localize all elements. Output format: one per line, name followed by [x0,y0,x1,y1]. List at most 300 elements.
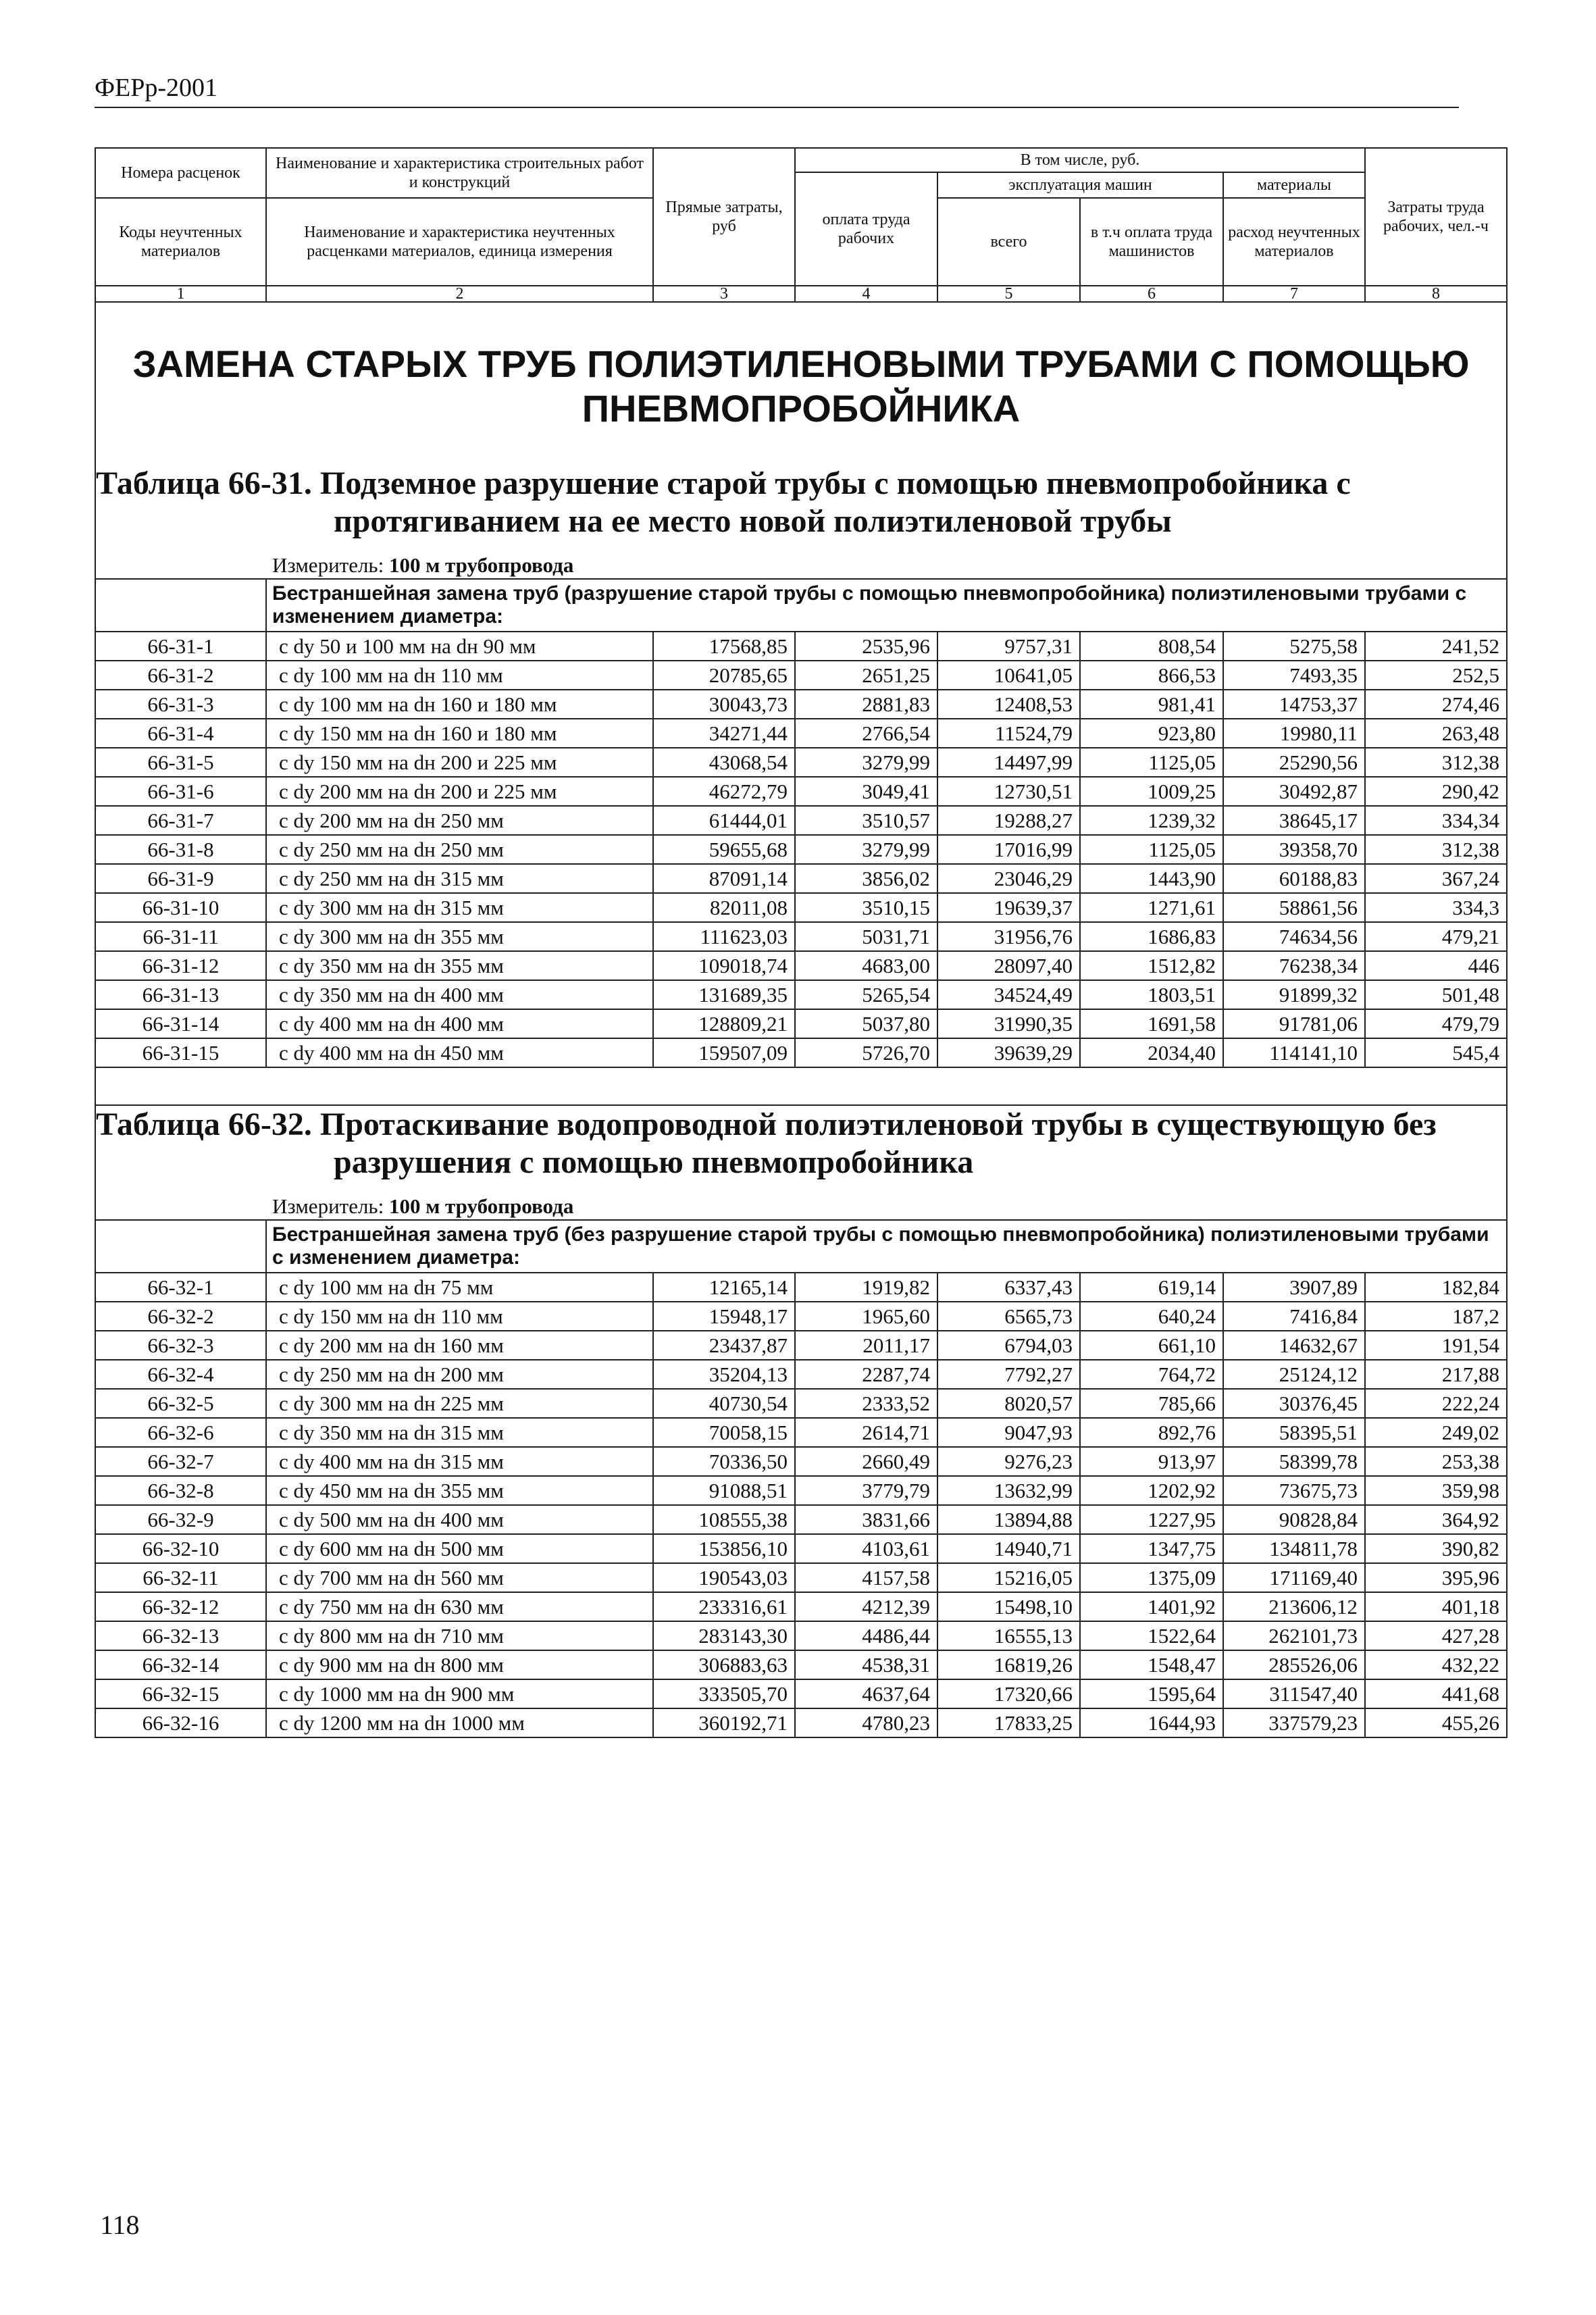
labor-hours: 263,48 [1365,719,1507,748]
rate-code: 66-31-15 [95,1038,266,1067]
page-number: 118 [100,2210,140,2240]
labor-pay: 1965,60 [795,1302,937,1331]
direct-costs: 87091,14 [653,864,795,893]
section-title: ЗАМЕНА СТАРЫХ ТРУБ ПОЛИЭТИЛЕНОВЫМИ ТРУБАМИ С ПОМОЩЬЮ ПНЕВМОПРОБОЙНИКА [132,342,1470,430]
material-consumption: 337579,23 [1223,1708,1365,1737]
rate-code: 66-31-9 [95,864,266,893]
material-consumption: 14753,37 [1223,690,1365,719]
labor-pay: 3779,79 [795,1476,937,1505]
rate-name: с dy 200 мм на dн 200 и 225 мм [266,777,653,806]
group-spacer [95,579,266,632]
page-header [95,73,1459,108]
table-row [95,1009,1507,1038]
machines-total: 10641,05 [937,661,1080,690]
material-consumption: 7416,84 [1223,1302,1365,1331]
rate-name: с dy 100 мм на dн 160 и 180 мм [266,690,653,719]
material-consumption: 76238,34 [1223,951,1365,980]
direct-costs: 109018,74 [653,951,795,980]
material-consumption: 25124,12 [1223,1360,1365,1389]
machines-total: 17016,99 [937,835,1080,864]
direct-costs: 153856,10 [653,1534,795,1563]
table-row [95,1621,1507,1650]
material-consumption: 73675,73 [1223,1476,1365,1505]
rate-name: с dy 250 мм на dн 315 мм [266,864,653,893]
section-block [95,302,1507,579]
table-title [96,1106,1506,1181]
rate-name: с dy 500 мм на dн 400 мм [266,1505,653,1534]
rate-name: с dy 1000 мм на dн 900 мм [266,1679,653,1708]
material-consumption: 60188,83 [1223,864,1365,893]
table-row [95,1418,1507,1447]
labor-pay: 3510,57 [795,806,937,835]
labor-pay: 2766,54 [795,719,937,748]
machinist-pay: 1803,51 [1080,980,1223,1009]
machinist-pay: 1009,25 [1080,777,1223,806]
head-material-name: Наименование и характеристика неучтенных расценками материалов, единица измерения [266,198,653,286]
rate-code: 66-32-10 [95,1534,266,1563]
table-title-rest: разрушения с помощью пневмопробойника [334,1144,974,1180]
doc-code: ФЕРр-2001 [95,74,218,102]
table-row [95,922,1507,951]
material-consumption: 19980,11 [1223,719,1365,748]
measure-line [96,553,1506,578]
machinist-pay: 1522,64 [1080,1621,1223,1650]
rate-code: 66-32-3 [95,1331,266,1360]
table-row [95,835,1507,864]
table-row [95,661,1507,690]
labor-pay: 2881,83 [795,690,937,719]
col-number: 4 [795,286,937,302]
machines-total: 15498,10 [937,1592,1080,1621]
direct-costs: 128809,21 [653,1009,795,1038]
machinist-pay: 1443,90 [1080,864,1223,893]
head-work-name: Наименование и характеристика строительных работ и конструкций [266,148,653,198]
labor-hours: 312,38 [1365,748,1507,777]
machines-total: 6794,03 [937,1331,1080,1360]
measure-label: Измеритель: [272,553,384,577]
table-row [95,1038,1507,1067]
rate-code: 66-31-3 [95,690,266,719]
machines-total: 17320,66 [937,1679,1080,1708]
direct-costs: 61444,01 [653,806,795,835]
machinist-pay: 1125,05 [1080,748,1223,777]
labor-hours: 441,68 [1365,1679,1507,1708]
machinist-pay: 1271,61 [1080,893,1223,922]
direct-costs: 190543,03 [653,1563,795,1592]
labor-hours: 479,21 [1365,922,1507,951]
direct-costs: 46272,79 [653,777,795,806]
labor-pay: 2535,96 [795,632,937,661]
table-row [95,1447,1507,1476]
head-labor-costs: Затраты труда рабочих, чел.-ч [1365,148,1507,286]
machinist-pay: 764,72 [1080,1360,1223,1389]
material-consumption: 14632,67 [1223,1331,1365,1360]
machines-total: 19639,37 [937,893,1080,922]
between-tables [95,1067,1507,1105]
head-in-total: В том числе, руб. [795,148,1365,172]
labor-hours: 427,28 [1365,1621,1507,1650]
labor-hours: 359,98 [1365,1476,1507,1505]
col-number: 5 [937,286,1080,302]
labor-hours: 334,3 [1365,893,1507,922]
rate-code: 66-31-11 [95,922,266,951]
rate-code: 66-32-15 [95,1679,266,1708]
material-consumption: 58399,78 [1223,1447,1365,1476]
table-row [95,1563,1507,1592]
rate-name: с dy 400 мм на dн 450 мм [266,1038,653,1067]
machinist-pay: 808,54 [1080,632,1223,661]
machinist-pay: 866,53 [1080,661,1223,690]
direct-costs: 70336,50 [653,1447,795,1476]
col-number: 8 [1365,286,1507,302]
measure-value: 100 м трубопровода [388,553,574,577]
rate-code: 66-32-4 [95,1360,266,1389]
table-row [95,748,1507,777]
machines-total: 11524,79 [937,719,1080,748]
rate-code: 66-31-1 [95,632,266,661]
table-row [95,1389,1507,1418]
machines-total: 15216,05 [937,1563,1080,1592]
table-row [95,1708,1507,1737]
labor-hours: 432,22 [1365,1650,1507,1679]
material-consumption: 7493,35 [1223,661,1365,690]
rate-name: с dy 400 мм на dн 400 мм [266,1009,653,1038]
table-head [95,148,1507,302]
direct-costs: 17568,85 [653,632,795,661]
table-title-rest: протягиванием на ее место новой полиэтиленовой трубы [334,503,1172,539]
rate-code: 66-32-14 [95,1650,266,1679]
machines-total: 14497,99 [937,748,1080,777]
rate-name: с dy 600 мм на dн 500 мм [266,1534,653,1563]
machines-total: 13632,99 [937,1476,1080,1505]
rate-name: с dy 800 мм на dн 710 мм [266,1621,653,1650]
labor-pay: 5265,54 [795,980,937,1009]
material-consumption: 5275,58 [1223,632,1365,661]
rates-table [95,147,1508,1738]
rate-name: с dy 300 мм на dн 315 мм [266,893,653,922]
labor-pay: 3279,99 [795,835,937,864]
rate-code: 66-32-2 [95,1302,266,1331]
head-rate-numbers: Номера расценок [95,148,266,198]
direct-costs: 131689,35 [653,980,795,1009]
labor-pay: 5031,71 [795,922,937,951]
direct-costs: 360192,71 [653,1708,795,1737]
labor-hours: 241,52 [1365,632,1507,661]
labor-pay: 5037,80 [795,1009,937,1038]
table-row [95,1650,1507,1679]
machinist-pay: 785,66 [1080,1389,1223,1418]
machinist-pay: 1644,93 [1080,1708,1223,1737]
direct-costs: 59655,68 [653,835,795,864]
labor-hours: 545,4 [1365,1038,1507,1067]
labor-hours: 182,84 [1365,1273,1507,1302]
labor-hours: 191,54 [1365,1331,1507,1360]
rate-code: 66-31-2 [95,661,266,690]
machinist-pay: 1347,75 [1080,1534,1223,1563]
labor-hours: 401,18 [1365,1592,1507,1621]
table-row [95,690,1507,719]
machinist-pay: 1375,09 [1080,1563,1223,1592]
rate-name: с dy 750 мм на dн 630 мм [266,1592,653,1621]
material-consumption: 311547,40 [1223,1679,1365,1708]
direct-costs: 15948,17 [653,1302,795,1331]
material-consumption: 30376,45 [1223,1389,1365,1418]
rate-code: 66-32-12 [95,1592,266,1621]
machinist-pay: 1691,58 [1080,1009,1223,1038]
direct-costs: 233316,61 [653,1592,795,1621]
material-consumption: 91899,32 [1223,980,1365,1009]
machines-total: 13894,88 [937,1505,1080,1534]
machines-total: 39639,29 [937,1038,1080,1067]
material-consumption: 262101,73 [1223,1621,1365,1650]
table-row [95,1360,1507,1389]
machines-total: 17833,25 [937,1708,1080,1737]
column-numbers-row [95,286,1507,302]
labor-pay: 4212,39 [795,1592,937,1621]
rate-name: с dy 900 мм на dн 800 мм [266,1650,653,1679]
labor-hours: 501,48 [1365,980,1507,1009]
labor-pay: 3510,15 [795,893,937,922]
direct-costs: 23437,87 [653,1331,795,1360]
labor-hours: 395,96 [1365,1563,1507,1592]
machinist-pay: 1686,83 [1080,922,1223,951]
table-row [95,1679,1507,1708]
col-number: 3 [653,286,795,302]
labor-pay: 4486,44 [795,1621,937,1650]
material-consumption: 25290,56 [1223,748,1365,777]
table-row [95,864,1507,893]
rate-name: с dy 450 мм на dн 355 мм [266,1476,653,1505]
machines-total: 9276,23 [937,1447,1080,1476]
machines-total: 31956,76 [937,922,1080,951]
labor-pay: 4683,00 [795,951,937,980]
labor-hours: 217,88 [1365,1360,1507,1389]
rate-code: 66-32-16 [95,1708,266,1737]
rate-name: с dy 100 мм на dн 110 мм [266,661,653,690]
head-machines-total: всего [937,198,1080,286]
labor-hours: 390,82 [1365,1534,1507,1563]
rate-name: с dy 150 мм на dн 200 и 225 мм [266,748,653,777]
head-direct-costs: Прямые затраты, руб [653,148,795,286]
material-consumption: 38645,17 [1223,806,1365,835]
machines-total: 9757,31 [937,632,1080,661]
table-row [95,1505,1507,1534]
rate-name: с dy 300 мм на dн 225 мм [266,1389,653,1418]
table-row [95,777,1507,806]
direct-costs: 306883,63 [653,1650,795,1679]
gap [95,1067,1507,1105]
labor-pay: 4637,64 [795,1679,937,1708]
material-consumption: 58395,51 [1223,1418,1365,1447]
labor-pay: 1919,82 [795,1273,937,1302]
head-material-consumption: расход неучтенных материалов [1223,198,1365,286]
direct-costs: 20785,65 [653,661,795,690]
rate-name: с dy 700 мм на dн 560 мм [266,1563,653,1592]
labor-pay: 2614,71 [795,1418,937,1447]
machinist-pay: 981,41 [1080,690,1223,719]
labor-pay: 4538,31 [795,1650,937,1679]
machinist-pay: 1227,95 [1080,1505,1223,1534]
measure-value: 100 м трубопровода [388,1194,574,1218]
machines-total: 12730,51 [937,777,1080,806]
direct-costs: 34271,44 [653,719,795,748]
table-66-31 [95,302,1507,1067]
machinist-pay: 661,10 [1080,1331,1223,1360]
labor-hours: 290,42 [1365,777,1507,806]
direct-costs: 70058,15 [653,1418,795,1447]
labor-hours: 479,79 [1365,1009,1507,1038]
table-row [95,951,1507,980]
col-number: 7 [1223,286,1365,302]
labor-pay: 2287,74 [795,1360,937,1389]
labor-pay: 2011,17 [795,1331,937,1360]
rate-name: с dy 300 мм на dн 355 мм [266,922,653,951]
rate-code: 66-32-8 [95,1476,266,1505]
labor-hours: 222,24 [1365,1389,1507,1418]
labor-hours: 274,46 [1365,690,1507,719]
material-consumption: 91781,06 [1223,1009,1365,1038]
labor-pay: 2660,49 [795,1447,937,1476]
direct-costs: 82011,08 [653,893,795,922]
direct-costs: 12165,14 [653,1273,795,1302]
rate-code: 66-31-5 [95,748,266,777]
machines-total: 6337,43 [937,1273,1080,1302]
direct-costs: 111623,03 [653,922,795,951]
rate-code: 66-31-14 [95,1009,266,1038]
machinist-pay: 619,14 [1080,1273,1223,1302]
rate-name: с dy 250 мм на dн 200 мм [266,1360,653,1389]
head-machines: эксплуатация машин [937,172,1223,198]
labor-pay: 4780,23 [795,1708,937,1737]
rate-name: с dy 350 мм на dн 400 мм [266,980,653,1009]
direct-costs: 35204,13 [653,1360,795,1389]
machines-total: 14940,71 [937,1534,1080,1563]
table-row [95,719,1507,748]
machines-total: 7792,27 [937,1360,1080,1389]
table-title [96,465,1506,540]
rate-name: с dy 50 и 100 мм на dн 90 мм [266,632,653,661]
table-title-lead: Таблица 66-31. Подземное разрушение старой трубы с помощью пневмопробойника с [96,465,1351,501]
group-heading: Бестраншейная замена труб (разрушение старой трубы с помощью пневмопробойника) полиэтиленовыми трубами с изменением диаметра: [266,579,1507,632]
machines-total: 8020,57 [937,1389,1080,1418]
rate-name: с dy 200 мм на dн 250 мм [266,806,653,835]
rate-code: 66-31-8 [95,835,266,864]
machines-total: 16555,13 [937,1621,1080,1650]
table-row [95,1302,1507,1331]
material-consumption: 213606,12 [1223,1592,1365,1621]
labor-hours: 249,02 [1365,1418,1507,1447]
material-consumption: 39358,70 [1223,835,1365,864]
rate-code: 66-31-12 [95,951,266,980]
material-consumption: 30492,87 [1223,777,1365,806]
table-row [95,1476,1507,1505]
machines-total: 23046,29 [937,864,1080,893]
material-consumption: 58861,56 [1223,893,1365,922]
labor-pay: 3831,66 [795,1505,937,1534]
table-row [95,980,1507,1009]
machinist-pay: 2034,40 [1080,1038,1223,1067]
material-consumption: 171169,40 [1223,1563,1365,1592]
direct-costs: 283143,30 [653,1621,795,1650]
rate-name: с dy 150 мм на dн 110 мм [266,1302,653,1331]
col-number: 1 [95,286,266,302]
table-row [95,1331,1507,1360]
material-consumption: 74634,56 [1223,922,1365,951]
machinist-pay: 892,76 [1080,1418,1223,1447]
direct-costs: 333505,70 [653,1679,795,1708]
table-row [95,632,1507,661]
material-consumption: 90828,84 [1223,1505,1365,1534]
rate-code: 66-32-11 [95,1563,266,1592]
labor-pay: 3856,02 [795,864,937,893]
table-row [95,893,1507,922]
rate-code: 66-32-7 [95,1447,266,1476]
machinist-pay: 923,80 [1080,719,1223,748]
rate-name: с dy 200 мм на dн 160 мм [266,1331,653,1360]
group-heading: Бестраншейная замена труб (без разрушение старой трубы с помощью пневмопробойника) полиэтиленовыми трубами с изменением диаметра: [266,1220,1507,1273]
machines-total: 19288,27 [937,806,1080,835]
labor-hours: 364,92 [1365,1505,1507,1534]
rate-name: с dy 250 мм на dн 250 мм [266,835,653,864]
rate-name: с dy 1200 мм на dн 1000 мм [266,1708,653,1737]
labor-hours: 446 [1365,951,1507,980]
machinist-pay: 1125,05 [1080,835,1223,864]
section-block [95,1105,1507,1220]
labor-hours: 253,38 [1365,1447,1507,1476]
rate-code: 66-32-1 [95,1273,266,1302]
direct-costs: 30043,73 [653,690,795,719]
material-consumption: 3907,89 [1223,1273,1365,1302]
labor-pay: 3049,41 [795,777,937,806]
rate-code: 66-32-9 [95,1505,266,1534]
col-number: 2 [266,286,653,302]
col-number: 6 [1080,286,1223,302]
table-row [95,1273,1507,1302]
rate-code: 66-31-10 [95,893,266,922]
table-title-lead: Таблица 66-32. Протаскивание водопроводной полиэтиленовой трубы в существующую без [96,1106,1437,1142]
rate-code: 66-31-4 [95,719,266,748]
labor-hours: 252,5 [1365,661,1507,690]
labor-pay: 5726,70 [795,1038,937,1067]
rate-code: 66-31-7 [95,806,266,835]
machinist-pay: 1595,64 [1080,1679,1223,1708]
labor-hours: 334,34 [1365,806,1507,835]
direct-costs: 159507,09 [653,1038,795,1067]
labor-hours: 455,26 [1365,1708,1507,1737]
machinist-pay: 1239,32 [1080,806,1223,835]
labor-hours: 367,24 [1365,864,1507,893]
table-row [95,806,1507,835]
rate-code: 66-31-13 [95,980,266,1009]
head-labor-pay: оплата труда рабочих [795,172,937,286]
rate-code: 66-31-6 [95,777,266,806]
head-material-codes: Коды неучтенных материалов [95,198,266,286]
rate-code: 66-32-6 [95,1418,266,1447]
direct-costs: 43068,54 [653,748,795,777]
table-row [95,1534,1507,1563]
labor-pay: 2651,25 [795,661,937,690]
head-materials: материалы [1223,172,1365,198]
labor-pay: 3279,99 [795,748,937,777]
measure-line [96,1194,1506,1219]
table-row [95,1592,1507,1621]
rate-name: с dy 150 мм на dн 160 и 180 мм [266,719,653,748]
machines-total: 34524,49 [937,980,1080,1009]
head-machinist-pay: в т.ч оплата труда машинистов [1080,198,1223,286]
machines-total: 31990,35 [937,1009,1080,1038]
rate-name: с dy 350 мм на dн 315 мм [266,1418,653,1447]
labor-pay: 4103,61 [795,1534,937,1563]
